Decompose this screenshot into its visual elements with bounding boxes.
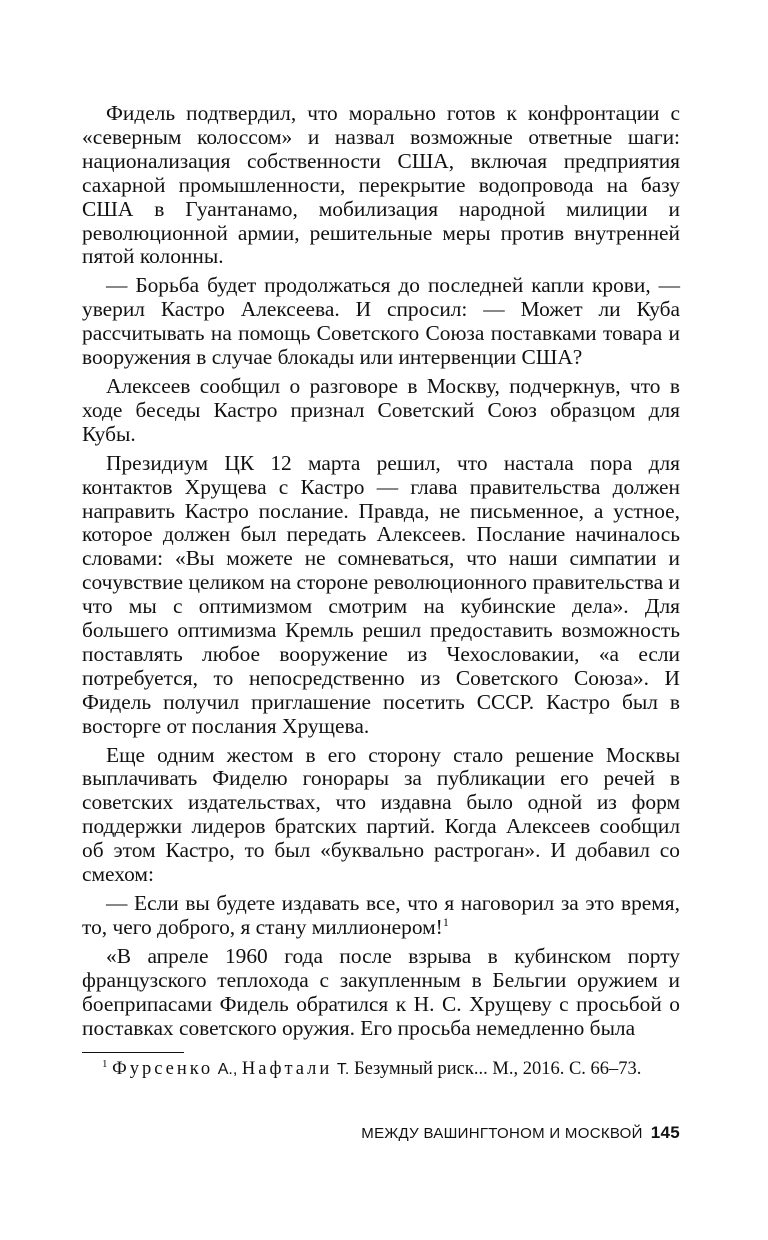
paragraph-1: Фидель подтвердил, что морально готов к конфронтации с «северным колоссом» и назвал возможные ответные шаги: национализация собственности США, включая предприятия сахарной промышленности, перекрытие водопровода на базу США в Гуантанамо, мобилизация народной милиции и революционной армии, решительные меры против внутренней пятой колонны. bbox=[82, 101, 680, 269]
page-number: 145 bbox=[650, 1123, 680, 1142]
footnote-divider bbox=[82, 1052, 184, 1053]
footnote-number: 1 bbox=[102, 1057, 108, 1070]
footnote-initial-1: А., bbox=[217, 1061, 238, 1078]
running-footer bbox=[361, 1123, 680, 1143]
footnote-initial-2: Т. bbox=[336, 1061, 350, 1078]
paragraph-6-text: — Если вы будете издавать все, что я наговорил за это время, то, чего доброго, я стану миллионером! bbox=[82, 891, 680, 939]
footnote-source: Безумный риск... М., 2016. С. 66–73. bbox=[353, 1059, 642, 1079]
paragraph-4: Президиум ЦК 12 марта решил, что настала пора для контактов Хрущева с Кастро — глава правительства должен направить Кастро послание. Правда, не письменное, а устное, которое должен был передать Алексеев. Послание начиналось словами: «Вы можете не сомневаться, что наши симпатии и сочувствие целиком на стороне революционного правительства и что мы с оптимизмом смотрим на кубинские дела». Для большего оптимизма Кремль решил предоставить возможность поставлять любое вооружение из Чехословакии, «а если потребуется, то непосредственно из Советского Союза». И Фидель получил приглашение посетить СССР. Кастро был в восторге от послания Хрущева. bbox=[82, 450, 680, 738]
footnote-author-2: Нафтали bbox=[241, 1059, 333, 1079]
paragraph-7: «В апреле 1960 года после взрыва в кубинском порту французского теплохода с закупленным в Бельгии оружием и боеприпасами Фидель обратился к Н. С. Хрущеву с просьбой о поставках советского оружия. Его просьба немедленно была bbox=[82, 943, 680, 1040]
main-text bbox=[82, 102, 680, 1040]
running-title: МЕЖДУ ВАШИНГТОНОМ И МОСКВОЙ bbox=[361, 1125, 643, 1142]
paragraph-3: Алексеев сообщил о разговоре в Москву, подчеркнув, что в ходе беседы Кастро признал Советский Союз образцом для Кубы. bbox=[82, 373, 680, 446]
footnote bbox=[82, 1058, 680, 1081]
footnote-author-1: Фурсенко bbox=[112, 1059, 214, 1079]
paragraph-2: — Борьба будет продолжаться до последней капли крови, — уверил Кастро Алексеева. И спросил: — Может ли Куба рассчитывать на помощь Советского Союза поставками товара и вооружения в случае блокады или интервенции США? bbox=[82, 273, 680, 370]
paragraph-5: Еще одним жестом в его сторону стало решение Москвы выплачивать Фиделю гонорары за публикации его речей в советских издательствах, что издавна было одной из форм поддержки лидеров братских партий. Когда Алексеев сообщил об этом Кастро, то был «буквально растроган». И добавил со смехом: bbox=[82, 742, 680, 887]
paragraph-6 bbox=[82, 892, 680, 940]
footnote-reference[interactable]: 1 bbox=[442, 914, 449, 929]
